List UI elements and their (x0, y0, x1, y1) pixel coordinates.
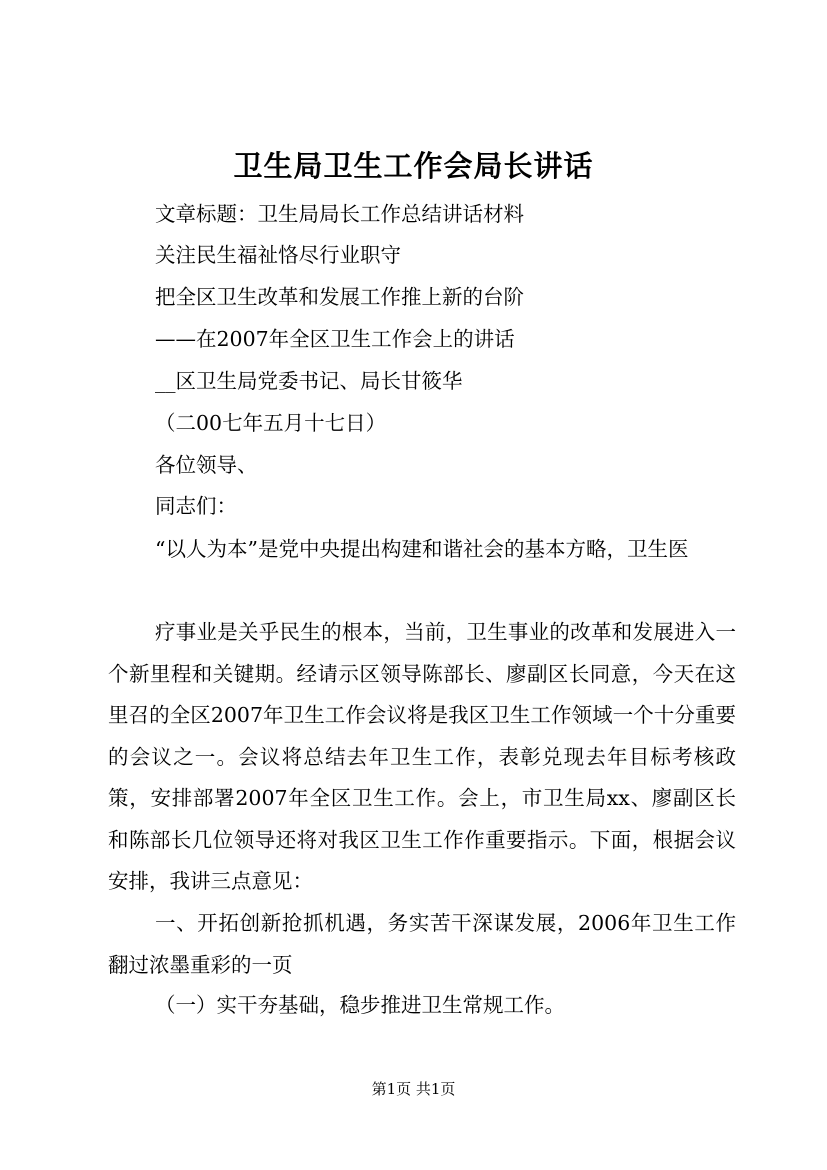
subtitle-line-2: 把全区卫生改革和发展工作推上新的台阶 (155, 285, 524, 309)
paragraph-2: 疗事业是关乎民生的根本，当前，卫生事业的改革和发展进入一个新里程和关键期。经请示区领导陈部长、廖副区长同意，今天在这里召的全区2007年卫生工作会议将是我区卫生工作领域一个十分重要的会议之一。会议将总结去年卫生工作，表彰兑现去年目标考核政策，安排部署2007年全区卫生工作。会上，市卫生局xx、廖副区长和陈部长几位领导还将对我区卫生工作作重要指示。下面，根据会议安排，我讲三点意见： (108, 620, 736, 893)
speech-occasion-line: ——在2007年全区卫生工作会上的讲话 (155, 327, 515, 351)
paragraph-3: 一、开拓创新抢抓机遇，务实苦干深谋发展，2006年卫生工作翻过浓墨重彩的一页 (108, 911, 736, 977)
document-title: 卫生局卫生工作会局长讲话 (233, 149, 594, 183)
speaker-line: __区卫生局党委书记、局长甘筱华 (155, 369, 463, 393)
page-footer: 第1页 共1页 (371, 1080, 456, 1098)
greeting-line-2: 同志们： (155, 494, 237, 518)
subtitle-line-1: 关注民生福祉恪尽行业职守 (155, 243, 401, 267)
article-heading-line: 文章标题：卫生局局长工作总结讲话材料 (155, 202, 524, 226)
greeting-line-1: 各位领导、 (155, 453, 258, 477)
paragraph-4: （一）实干夯基础，稳步推进卫生常规工作。 (155, 993, 565, 1017)
paragraph-1: “以人为本”是党中央提出构建和谐社会的基本方略，卫生医 (155, 537, 689, 561)
date-line: （二00七年五月十七日） (155, 411, 387, 435)
